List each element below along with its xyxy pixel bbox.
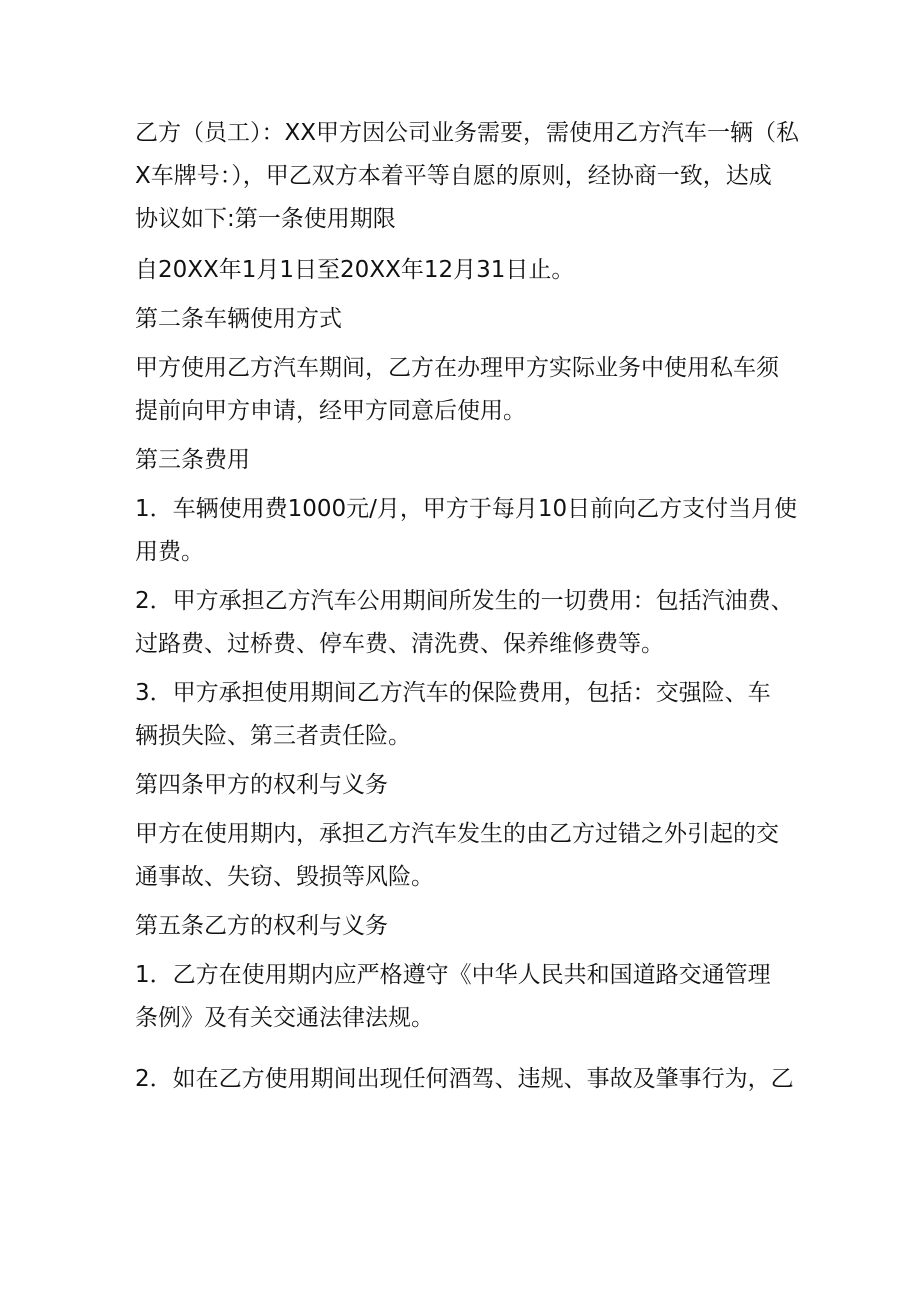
text-line: X车牌号：），甲乙双方本着平等自愿的原则，经协商一致，达成	[135, 163, 772, 189]
heading-article-4	[135, 764, 795, 807]
text-line: 提前向甲方申请，经甲方同意后使用。	[135, 398, 526, 424]
heading-article-5	[135, 905, 795, 948]
paragraph-parties	[135, 112, 800, 241]
paragraph-period	[135, 249, 795, 292]
text-line: 甲方使用乙方汽车期间，乙方在办理甲方实际业务中使用私车须	[135, 355, 779, 381]
text-line: 条例》及有关交通法律法规。	[135, 1005, 434, 1031]
paragraph-usage	[135, 347, 795, 433]
text-line: 第二条车辆使用方式	[135, 306, 342, 332]
document-page	[135, 112, 800, 1101]
text-line: 第五条乙方的权利与义务	[135, 913, 388, 939]
paragraph-party-b-duty-1	[135, 954, 795, 1040]
text-line: 2．如在乙方使用期间出现任何酒驾、违规、事故及肇事行为，乙	[135, 1066, 794, 1092]
heading-article-3	[135, 439, 795, 482]
text-line: 1．车辆使用费1000元/月，甲方于每月10日前向乙方支付当月使	[135, 496, 798, 522]
paragraph-fee-2	[135, 580, 795, 666]
paragraph-fee-3	[135, 672, 795, 758]
text-line: 用费。	[135, 539, 204, 565]
text-line: 1．乙方在使用期内应严格遵守《中华人民共和国道路交通管理	[135, 962, 771, 988]
text-line: 辆损失险、第三者责任险。	[135, 723, 411, 749]
paragraph-party-a-duties	[135, 813, 795, 899]
text-line: 过路费、过桥费、停车费、清洗费、保养维修费等。	[135, 631, 664, 657]
text-line: 3．甲方承担使用期间乙方汽车的保险费用，包括：交强险、车	[135, 680, 771, 706]
text-line: 通事故、失窃、毁损等风险。	[135, 864, 434, 890]
text-line: 2．甲方承担乙方汽车公用期间所发生的一切费用：包括汽油费、	[135, 588, 794, 614]
paragraph-fee-1	[135, 488, 798, 574]
text-line: 自20XX年1月1日至20XX年12月31日止。	[135, 257, 575, 283]
text-line: 第三条费用	[135, 447, 250, 473]
paragraph-party-b-duty-2	[135, 1058, 795, 1101]
text-line: 协议如下:第一条使用期限	[135, 206, 396, 232]
text-line: 乙方（员工）：XX甲方因公司业务需要，需使用乙方汽车一辆（私	[135, 120, 800, 146]
text-line: 甲方在使用期内，承担乙方汽车发生的由乙方过错之外引起的交	[135, 821, 779, 847]
text-line: 第四条甲方的权利与义务	[135, 772, 388, 798]
heading-article-2	[135, 298, 795, 341]
